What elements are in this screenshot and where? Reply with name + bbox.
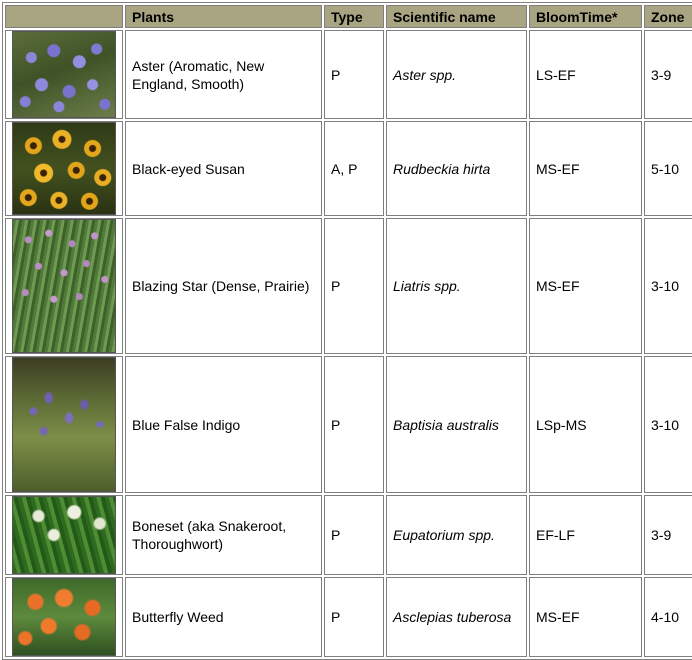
plant-type: P — [324, 218, 384, 354]
bloom-time: MS-EF — [529, 218, 642, 354]
plant-table — [2, 2, 692, 660]
table-row — [5, 121, 692, 216]
bloom-time: MS-EF — [529, 577, 642, 657]
bloom-time: LSp-MS — [529, 356, 642, 493]
photo-cell — [5, 218, 123, 354]
zone: 3-9 — [644, 495, 692, 575]
photo-cell — [5, 30, 123, 119]
plant-name: Blazing Star (Dense, Prairie) — [125, 218, 322, 354]
blazing-star-photo — [12, 219, 116, 353]
header-type: Type — [324, 5, 384, 28]
plant-type: P — [324, 30, 384, 119]
scientific-name-cell — [386, 30, 527, 119]
table-header-row — [5, 5, 692, 28]
table-row — [5, 495, 692, 575]
scientific-name: Aster spp. — [393, 66, 457, 83]
boneset-photo — [12, 496, 116, 574]
bloom-time: MS-EF — [529, 121, 642, 216]
header-photo — [5, 5, 123, 28]
zone: 4-10 — [644, 577, 692, 657]
plant-type: P — [324, 495, 384, 575]
scientific-name-cell — [386, 577, 527, 657]
scientific-name: Asclepias tuberosa — [393, 609, 512, 625]
header-zone: Zone — [644, 5, 692, 28]
plant-name: Butterfly Weed — [125, 577, 322, 657]
photo-cell — [5, 495, 123, 575]
scientific-name-cell — [386, 121, 527, 216]
zone: 3-10 — [644, 356, 692, 493]
table-row — [5, 356, 692, 493]
photo-cell — [5, 356, 123, 493]
header-bloom-time: BloomTime* — [529, 5, 642, 28]
zone: 5-10 — [644, 121, 692, 216]
blue-false-indigo-photo — [12, 357, 116, 492]
scientific-name-cell — [386, 218, 527, 354]
table-row — [5, 218, 692, 354]
plant-name: Black-eyed Susan — [125, 121, 322, 216]
photo-cell — [5, 121, 123, 216]
bloom-time: LS-EF — [529, 30, 642, 119]
header-scientific-name: Scientific name — [386, 5, 527, 28]
scientific-name: Rudbeckia hirta — [393, 160, 491, 177]
table-row — [5, 30, 692, 119]
aster-photo — [12, 31, 116, 118]
black-eyed-susan-photo — [12, 122, 116, 215]
plant-type: P — [324, 577, 384, 657]
plant-type: P — [324, 356, 384, 493]
plant-name: Boneset (aka Snakeroot, Thoroughwort) — [125, 495, 322, 575]
photo-cell — [5, 577, 123, 657]
plant-type: A, P — [324, 121, 384, 216]
bloom-time: EF-LF — [529, 495, 642, 575]
zone: 3-10 — [644, 218, 692, 354]
header-plants: Plants — [125, 5, 322, 28]
butterfly-weed-photo — [12, 578, 116, 656]
zone: 3-9 — [644, 30, 692, 119]
scientific-name-cell — [386, 356, 527, 493]
table-row — [5, 577, 692, 657]
scientific-name: Liatris spp. — [393, 278, 461, 294]
plant-name: Blue False Indigo — [125, 356, 322, 493]
scientific-name-cell — [386, 495, 527, 575]
plant-name: Aster (Aromatic, New England, Smooth) — [125, 30, 322, 119]
scientific-name: Eupatorium spp. — [393, 527, 495, 543]
scientific-name: Baptisia australis — [393, 416, 499, 433]
